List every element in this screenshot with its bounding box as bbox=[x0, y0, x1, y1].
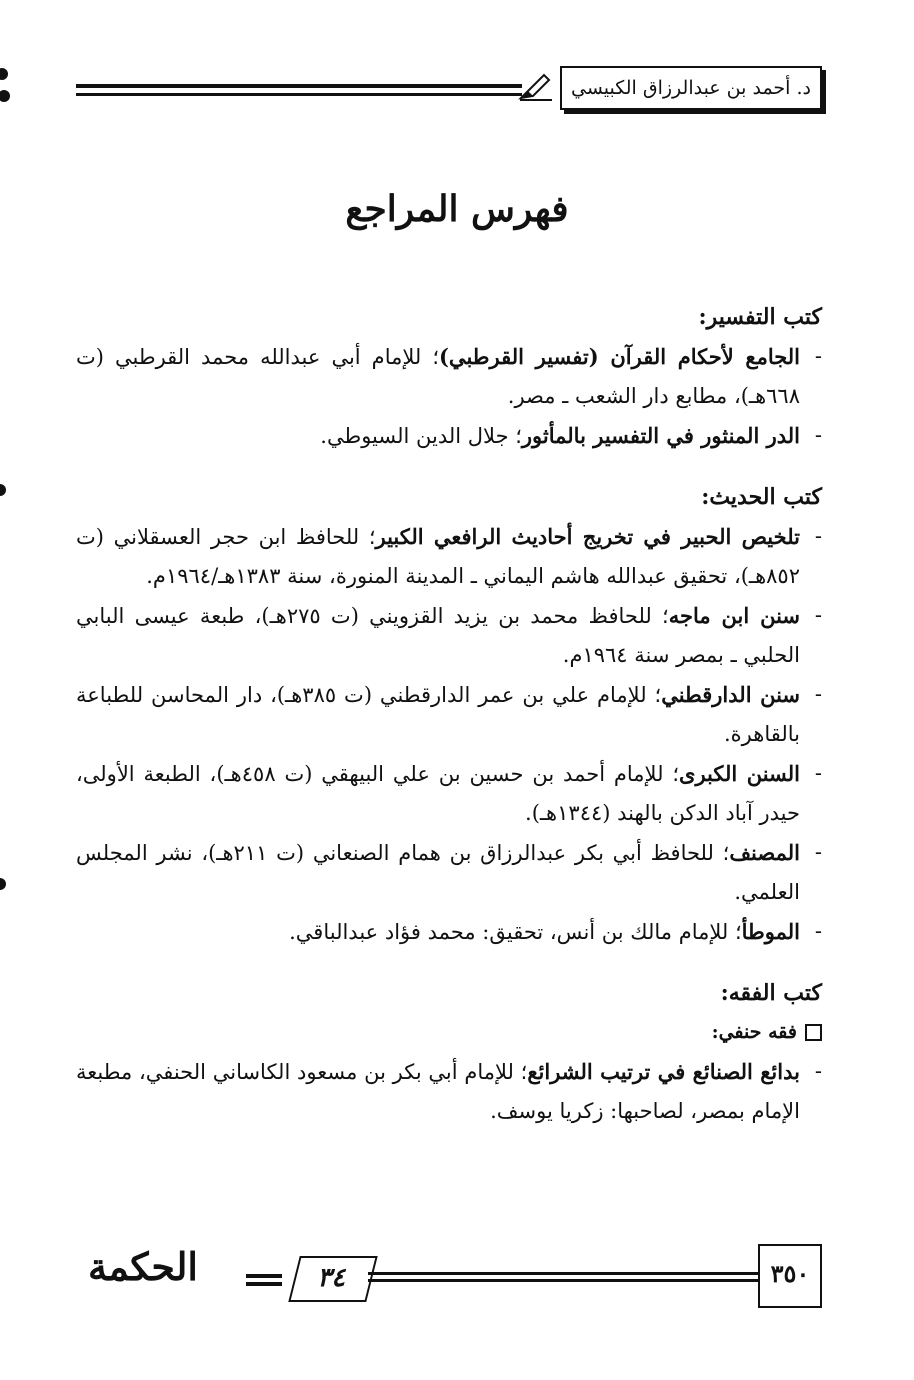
section-heading-fiqh: كتب الفقه: bbox=[720, 980, 822, 1006]
reference-details: ؛ للإمام أبي عبدالله محمد القرطبي (ت ٦٦٨هـ)، مطابع دار الشعب ـ مصر. bbox=[76, 345, 800, 408]
page-header bbox=[76, 66, 822, 112]
reference-title: الموطأ bbox=[741, 919, 800, 944]
references-content bbox=[76, 298, 822, 1131]
footer-double-rule bbox=[246, 1274, 282, 1286]
author-box: د. أحمد بن عبدالرزاق الكبيسي bbox=[560, 66, 822, 110]
reference-details: ؛ جلال الدين السيوطي. bbox=[320, 424, 522, 448]
reference-title: تلخيص الحبير في تخريج أحاديث الرافعي الكبير bbox=[375, 524, 800, 549]
reference-title: بدائع الصنائع في ترتيب الشرائع bbox=[527, 1059, 800, 1084]
reference-item bbox=[76, 596, 822, 675]
reference-details: ؛ للإمام أبي بكر بن مسعود الكاساني الحنفي، مطبعة الإمام بمصر، لصاحبها: زكريا يوسف. bbox=[76, 1060, 800, 1123]
reference-details: ؛ للحافظ ابن حجر العسقلاني (ت ٨٥٢هـ)، تحقيق عبدالله هاشم اليماني ـ المدينة المنورة، سنة ١٣٨٣هـ/١٩٦٤م. bbox=[76, 525, 800, 588]
edge-dot bbox=[0, 484, 6, 496]
reference-item bbox=[76, 833, 822, 912]
reference-item bbox=[76, 337, 822, 416]
page-title: فهرس المراجع bbox=[345, 188, 569, 230]
issue-number: ٣٤ bbox=[288, 1256, 377, 1302]
reference-details: ؛ للإمام مالك بن أنس، تحقيق: محمد فؤاد عبدالباقي. bbox=[289, 920, 742, 944]
edge-dot bbox=[0, 878, 6, 890]
section-heading-tafsir: كتب التفسير: bbox=[698, 304, 822, 330]
square-bullet-icon bbox=[805, 1024, 822, 1041]
subsection-hanafi bbox=[76, 1013, 822, 1052]
reference-title: الدر المنثور في التفسير بالمأثور bbox=[521, 423, 800, 448]
reference-title: السنن الكبرى bbox=[679, 761, 800, 786]
footer-rule bbox=[368, 1272, 760, 1284]
reference-title: سنن الدارقطني bbox=[661, 682, 800, 707]
reference-item bbox=[76, 416, 822, 456]
tafsir-list bbox=[76, 337, 822, 456]
reference-item bbox=[76, 517, 822, 596]
reference-item bbox=[76, 754, 822, 833]
header-rule bbox=[76, 84, 522, 98]
reference-item bbox=[76, 675, 822, 754]
section-heading-hadith: كتب الحديث: bbox=[701, 484, 822, 510]
edge-dot bbox=[0, 90, 10, 102]
subsection-label: فقه حنفي: bbox=[711, 1021, 797, 1043]
reference-item bbox=[76, 1052, 822, 1131]
fiqh-list bbox=[76, 1052, 822, 1131]
reference-title: المصنف bbox=[729, 840, 800, 865]
edge-dot bbox=[0, 68, 8, 80]
journal-logo: الحكمة bbox=[88, 1244, 198, 1289]
reference-item bbox=[76, 912, 822, 952]
reference-title: سنن ابن ماجه bbox=[668, 603, 801, 628]
reference-details: ؛ للحافظ محمد بن يزيد القزويني (ت ٢٧٥هـ)، طبعة عيسى البابي الحلبي ـ بمصر سنة ١٩٦٤م. bbox=[76, 604, 800, 667]
reference-details: ؛ للإمام علي بن عمر الدارقطني (ت ٣٨٥هـ)، دار المحاسن للطباعة بالقاهرة. bbox=[76, 683, 800, 746]
reference-details: ؛ للإمام أحمد بن حسين بن علي البيهقي (ت ٤٥٨هـ)، الطبعة الأولى، حيدر آباد الدكن بالهند (١٣٤٤هـ). bbox=[76, 762, 800, 825]
pen-icon bbox=[518, 70, 554, 102]
reference-details: ؛ للحافظ أبي بكر عبدالرزاق بن همام الصنعاني (ت ٢١١هـ)، نشر المجلس العلمي. bbox=[76, 841, 800, 904]
hadith-list bbox=[76, 517, 822, 952]
page-footer bbox=[76, 1244, 822, 1310]
reference-title: الجامع لأحكام القرآن (تفسير القرطبي) bbox=[439, 344, 800, 369]
page-number: ٣٥٠ bbox=[758, 1244, 822, 1308]
